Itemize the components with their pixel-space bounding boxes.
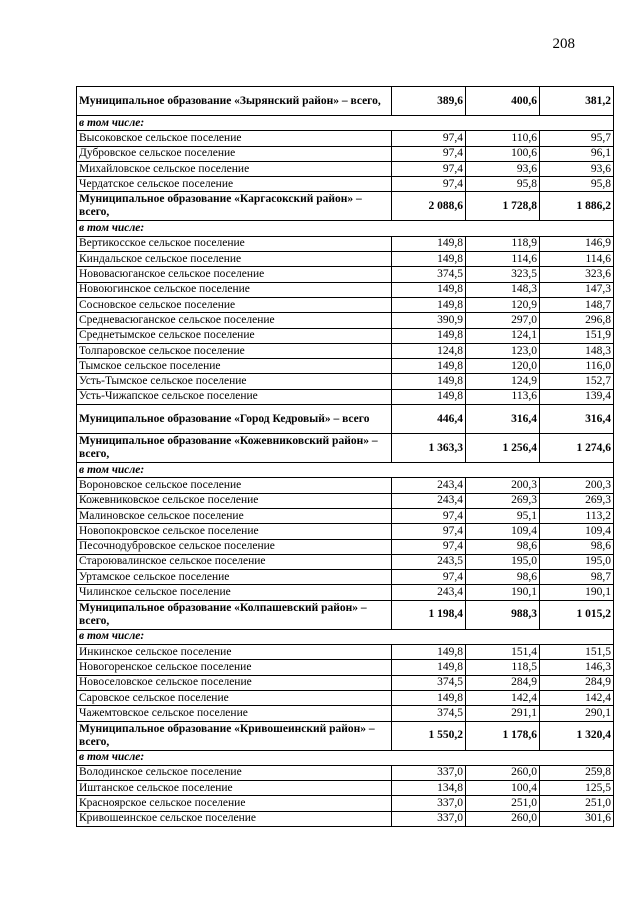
settlement-row: [77, 645, 614, 660]
subheader-label: в том числе:: [77, 221, 614, 236]
settlement-name: Киндальское сельское поселение: [77, 252, 392, 267]
total-value-cell: 2 088,6: [392, 192, 466, 221]
settlement-value-cell: 97,4: [392, 131, 466, 146]
settlement-row: [77, 765, 614, 780]
settlement-row: [77, 524, 614, 539]
settlement-row: [77, 252, 614, 267]
settlement-value-cell: 114,6: [540, 252, 614, 267]
settlement-row: [77, 660, 614, 675]
settlement-row: [77, 282, 614, 297]
settlement-row: [77, 131, 614, 146]
subheader-label: в том числе:: [77, 463, 614, 478]
settlement-value-cell: 301,6: [540, 811, 614, 826]
settlement-row: [77, 796, 614, 811]
settlement-value-cell: 259,8: [540, 765, 614, 780]
settlement-row: [77, 508, 614, 523]
settlement-value-cell: 125,5: [540, 781, 614, 796]
settlement-value-cell: 269,3: [540, 493, 614, 508]
settlement-value-cell: 243,4: [392, 478, 466, 493]
settlement-value-cell: 97,4: [392, 524, 466, 539]
settlement-name: Новогоренское сельское поселение: [77, 660, 392, 675]
total-value-cell: 1 728,8: [466, 192, 540, 221]
total-value-cell: 381,2: [540, 87, 614, 116]
settlement-name: Чердатское сельское поселение: [77, 177, 392, 192]
settlement-row: [77, 781, 614, 796]
municipality-title: Муниципальное образование «Кожевниковский район» – всего,: [77, 434, 392, 463]
settlement-value-cell: 323,6: [540, 267, 614, 282]
subheader-row: [77, 116, 614, 131]
settlement-value-cell: 97,4: [392, 570, 466, 585]
settlement-value-cell: 98,6: [540, 539, 614, 554]
settlement-name: Чилинское сельское поселение: [77, 585, 392, 600]
settlement-value-cell: 149,8: [392, 236, 466, 251]
settlement-row: [77, 389, 614, 404]
settlement-row: [77, 328, 614, 343]
total-value-cell: 988,3: [466, 600, 540, 629]
settlement-value-cell: 109,4: [466, 524, 540, 539]
subheader-label: в том числе:: [77, 629, 614, 644]
settlement-name: Дубровское сельское поселение: [77, 146, 392, 161]
settlement-value-cell: 120,0: [466, 359, 540, 374]
settlement-value-cell: 93,6: [466, 161, 540, 176]
settlement-value-cell: 100,4: [466, 781, 540, 796]
settlement-value-cell: 260,0: [466, 811, 540, 826]
settlement-value-cell: 148,7: [540, 297, 614, 312]
subheader-row: [77, 221, 614, 236]
settlement-value-cell: 296,8: [540, 313, 614, 328]
settlement-value-cell: 243,5: [392, 554, 466, 569]
settlement-row: [77, 343, 614, 358]
settlement-value-cell: 195,0: [466, 554, 540, 569]
settlement-row: [77, 478, 614, 493]
settlement-name: Кривошеинское сельское поселение: [77, 811, 392, 826]
settlement-value-cell: 98,6: [466, 539, 540, 554]
budget-table: [76, 86, 614, 827]
settlement-value-cell: 142,4: [466, 690, 540, 705]
settlement-value-cell: 260,0: [466, 765, 540, 780]
total-value-cell: 1 198,4: [392, 600, 466, 629]
settlement-value-cell: 284,9: [540, 675, 614, 690]
settlement-value-cell: 374,5: [392, 706, 466, 721]
total-value-cell: 1 274,6: [540, 434, 614, 463]
settlement-value-cell: 149,8: [392, 359, 466, 374]
settlement-name: Инкинское сельское поселение: [77, 645, 392, 660]
settlement-row: [77, 690, 614, 705]
settlement-value-cell: 374,5: [392, 267, 466, 282]
total-value-cell: 1 178,6: [466, 721, 540, 750]
settlement-value-cell: 95,8: [540, 177, 614, 192]
settlement-value-cell: 93,6: [540, 161, 614, 176]
settlement-value-cell: 148,3: [540, 343, 614, 358]
settlement-value-cell: 110,6: [466, 131, 540, 146]
settlement-name: Вертикосское сельское поселение: [77, 236, 392, 251]
settlement-name: Высоковское сельское поселение: [77, 131, 392, 146]
settlement-value-cell: 97,4: [392, 161, 466, 176]
total-value-cell: 446,4: [392, 405, 466, 434]
settlement-value-cell: 149,8: [392, 389, 466, 404]
settlement-row: [77, 146, 614, 161]
settlement-value-cell: 149,8: [392, 660, 466, 675]
total-value-cell: 1 256,4: [466, 434, 540, 463]
settlement-value-cell: 149,8: [392, 328, 466, 343]
settlement-name: Староювалинское сельское поселение: [77, 554, 392, 569]
settlement-value-cell: 134,8: [392, 781, 466, 796]
settlement-value-cell: 190,1: [540, 585, 614, 600]
total-value-cell: 1 320,4: [540, 721, 614, 750]
settlement-value-cell: 114,6: [466, 252, 540, 267]
settlement-row: [77, 554, 614, 569]
settlement-value-cell: 291,1: [466, 706, 540, 721]
settlement-value-cell: 97,4: [392, 539, 466, 554]
municipality-total-row: [77, 434, 614, 463]
settlement-value-cell: 100,6: [466, 146, 540, 161]
municipality-total-row: [77, 192, 614, 221]
settlement-value-cell: 118,9: [466, 236, 540, 251]
settlement-value-cell: 124,8: [392, 343, 466, 358]
settlement-name: Новоюгинское сельское поселение: [77, 282, 392, 297]
settlement-value-cell: 149,8: [392, 645, 466, 660]
total-value-cell: 1 550,2: [392, 721, 466, 750]
settlement-value-cell: 98,7: [540, 570, 614, 585]
municipality-title: Муниципальное образование «Колпашевский район» – всего,: [77, 600, 392, 629]
settlement-name: Усть-Чижапское сельское поселение: [77, 389, 392, 404]
settlement-value-cell: 337,0: [392, 811, 466, 826]
settlement-name: Малиновское сельское поселение: [77, 508, 392, 523]
settlement-value-cell: 337,0: [392, 796, 466, 811]
settlement-value-cell: 96,1: [540, 146, 614, 161]
total-value-cell: 400,6: [466, 87, 540, 116]
settlement-value-cell: 146,9: [540, 236, 614, 251]
settlement-name: Вороновское сельское поселение: [77, 478, 392, 493]
settlement-value-cell: 123,0: [466, 343, 540, 358]
municipality-total-row: [77, 405, 614, 434]
settlement-value-cell: 152,7: [540, 374, 614, 389]
subheader-label: в том числе:: [77, 116, 614, 131]
settlement-value-cell: 97,4: [392, 508, 466, 523]
total-value-cell: 1 886,2: [540, 192, 614, 221]
settlement-value-cell: 190,1: [466, 585, 540, 600]
settlement-name: Уртамское сельское поселение: [77, 570, 392, 585]
settlement-value-cell: 200,3: [540, 478, 614, 493]
settlement-name: Среднетымское сельское поселение: [77, 328, 392, 343]
settlement-name: Новоселовское сельское поселение: [77, 675, 392, 690]
settlement-row: [77, 585, 614, 600]
settlement-value-cell: 243,4: [392, 585, 466, 600]
settlement-value-cell: 151,4: [466, 645, 540, 660]
settlement-value-cell: 151,9: [540, 328, 614, 343]
settlement-value-cell: 149,8: [392, 282, 466, 297]
total-value-cell: 1 015,2: [540, 600, 614, 629]
settlement-row: [77, 297, 614, 312]
settlement-row: [77, 570, 614, 585]
settlement-name: Средневасюганское сельское поселение: [77, 313, 392, 328]
subheader-label: в том числе:: [77, 750, 614, 765]
settlement-value-cell: 113,6: [466, 389, 540, 404]
settlement-value-cell: 97,4: [392, 177, 466, 192]
settlement-row: [77, 706, 614, 721]
settlement-value-cell: 269,3: [466, 493, 540, 508]
settlement-row: [77, 675, 614, 690]
settlement-row: [77, 177, 614, 192]
settlement-value-cell: 97,4: [392, 146, 466, 161]
municipality-total-row: [77, 87, 614, 116]
settlement-row: [77, 267, 614, 282]
table-body: [77, 87, 614, 827]
settlement-value-cell: 124,1: [466, 328, 540, 343]
total-value-cell: 316,4: [540, 405, 614, 434]
settlement-value-cell: 149,8: [392, 374, 466, 389]
settlement-value-cell: 200,3: [466, 478, 540, 493]
settlement-value-cell: 95,8: [466, 177, 540, 192]
settlement-row: [77, 313, 614, 328]
total-value-cell: 1 363,3: [392, 434, 466, 463]
settlement-value-cell: 95,1: [466, 508, 540, 523]
settlement-name: Сосновское сельское поселение: [77, 297, 392, 312]
settlement-value-cell: 297,0: [466, 313, 540, 328]
settlement-name: Тымское сельское поселение: [77, 359, 392, 374]
settlement-value-cell: 146,3: [540, 660, 614, 675]
settlement-name: Михайловское сельское поселение: [77, 161, 392, 176]
settlement-value-cell: 124,9: [466, 374, 540, 389]
settlement-row: [77, 236, 614, 251]
settlement-value-cell: 118,5: [466, 660, 540, 675]
settlement-value-cell: 95,7: [540, 131, 614, 146]
settlement-name: Нововасюганское сельское поселение: [77, 267, 392, 282]
settlement-value-cell: 139,4: [540, 389, 614, 404]
municipality-title: Муниципальное образование «Кривошеинский район» – всего,: [77, 721, 392, 750]
municipality-title: Муниципальное образование «Каргасокский район» – всего,: [77, 192, 392, 221]
total-value-cell: 389,6: [392, 87, 466, 116]
settlement-row: [77, 811, 614, 826]
settlement-value-cell: 251,0: [466, 796, 540, 811]
municipality-title: Муниципальное образование «Зырянский район» – всего,: [77, 87, 392, 116]
municipality-total-row: [77, 600, 614, 629]
settlement-row: [77, 161, 614, 176]
settlement-name: Кожевниковское сельское поселение: [77, 493, 392, 508]
settlement-name: Володинское сельское поселение: [77, 765, 392, 780]
settlement-value-cell: 149,8: [392, 297, 466, 312]
municipality-total-row: [77, 721, 614, 750]
settlement-name: Усть-Тымское сельское поселение: [77, 374, 392, 389]
settlement-value-cell: 147,3: [540, 282, 614, 297]
settlement-value-cell: 142,4: [540, 690, 614, 705]
settlement-row: [77, 374, 614, 389]
settlement-value-cell: 323,5: [466, 267, 540, 282]
subheader-row: [77, 463, 614, 478]
settlement-value-cell: 195,0: [540, 554, 614, 569]
settlement-value-cell: 251,0: [540, 796, 614, 811]
settlement-value-cell: 390,9: [392, 313, 466, 328]
settlement-value-cell: 148,3: [466, 282, 540, 297]
settlement-name: Песочнодубровское сельское поселение: [77, 539, 392, 554]
settlement-value-cell: 113,2: [540, 508, 614, 523]
settlement-row: [77, 359, 614, 374]
settlement-row: [77, 539, 614, 554]
subheader-row: [77, 629, 614, 644]
total-value-cell: 316,4: [466, 405, 540, 434]
settlement-value-cell: 120,9: [466, 297, 540, 312]
subheader-row: [77, 750, 614, 765]
settlement-value-cell: 284,9: [466, 675, 540, 690]
settlement-value-cell: 290,1: [540, 706, 614, 721]
settlement-value-cell: 116,0: [540, 359, 614, 374]
settlement-value-cell: 374,5: [392, 675, 466, 690]
settlement-name: Чажемтовское сельское поселение: [77, 706, 392, 721]
settlement-value-cell: 243,4: [392, 493, 466, 508]
page-number: 208: [552, 36, 575, 52]
settlement-row: [77, 493, 614, 508]
settlement-value-cell: 109,4: [540, 524, 614, 539]
settlement-value-cell: 98,6: [466, 570, 540, 585]
settlement-value-cell: 149,8: [392, 690, 466, 705]
settlement-value-cell: 337,0: [392, 765, 466, 780]
municipality-title: Муниципальное образование «Город Кедровый» – всего: [77, 405, 392, 434]
settlement-name: Красноярское сельское поселение: [77, 796, 392, 811]
settlement-value-cell: 149,8: [392, 252, 466, 267]
settlement-name: Саровское сельское поселение: [77, 690, 392, 705]
settlement-name: Новопокровское сельское поселение: [77, 524, 392, 539]
settlement-name: Иштанское сельское поселение: [77, 781, 392, 796]
settlement-value-cell: 151,5: [540, 645, 614, 660]
settlement-name: Толпаровское сельское поселение: [77, 343, 392, 358]
